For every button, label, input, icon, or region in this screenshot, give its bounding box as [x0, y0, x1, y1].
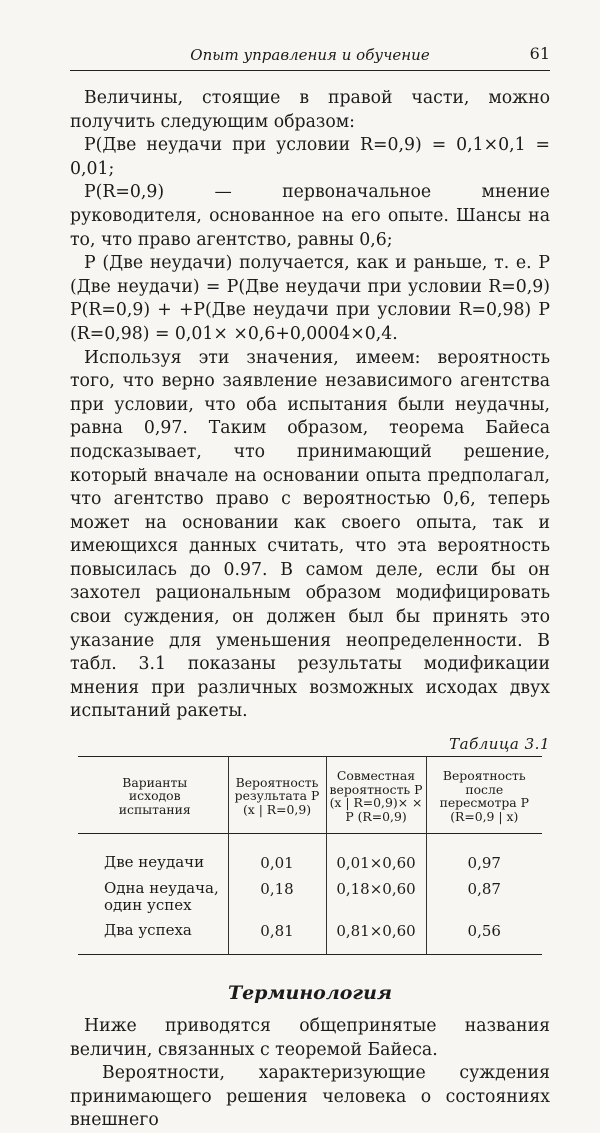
page-body: [70, 87, 550, 1133]
paragraph-bayes-result: Используя эти значения, имеем: вероятность того, что верно заявление независимого агентства при условии, что оба испытания были неудачны, равна 0,97. Таким образом, теорема Байеса подсказывает, что принимающий решение, который вначале на основании опыта предполагал, что агентство право с вероятностью 0,6, теперь может на основании как своего опыта, так и имеющихся данных считать, что эта вероятность повысилась до 0.97. В самом деле, если бы он захотел рациональным образом модифицировать свои суждения, он должен был бы принять это указание для уменьшения неопределенности. В табл. 3.1 показаны результаты модификации мнения при различных возможных исходах двух испытаний ракеты.: [70, 347, 550, 722]
running-header: [70, 42, 550, 71]
paragraph-formula-1: P(Две неудачи при условии R=0,9) = 0,1×0,1 = 0,01;: [70, 135, 550, 179]
table-header-outcome: Варианты исходов испытания: [118, 774, 191, 817]
table-cell-likelihood: 0,18: [228, 876, 326, 918]
table-cell-joint: 0,81×0,60: [326, 918, 426, 955]
table-cell-joint: 0,18×0,60: [326, 876, 426, 918]
table-cell-likelihood: 0,81: [228, 918, 326, 955]
table-header-likelihood: Вероятность результата P (x | R=0,9): [228, 757, 326, 834]
paragraph-intro: Величины, стоящие в правой части, можно получить следующим образом:: [70, 88, 550, 132]
bayes-table: [78, 756, 542, 955]
table-header-joint: Совместная вероятность P (x | R=0,9)× × P (R=0,9): [326, 757, 426, 834]
table-cell-posterior: 0,56: [426, 918, 542, 955]
running-title: Опыт управления и обучение: [190, 46, 430, 64]
table-cell-joint: 0,01×0,60: [326, 850, 426, 876]
table-cell-posterior: 0,97: [426, 850, 542, 876]
table-header-posterior: Вероятность после пересмотра P (R=0,9 | x): [426, 757, 542, 834]
section-paragraph-2: Вероятности, характеризующие суждения принимающего решения человека о состояниях внешнего: [70, 1063, 550, 1131]
table-spacer-row: [78, 834, 542, 851]
table-cell-outcome: Два успеха: [78, 918, 228, 955]
section-heading: Терминология: [227, 982, 393, 1005]
page-number: 61: [529, 44, 550, 63]
section-paragraph-1: Ниже приводятся общепринятые названия величин, связанных с теоремой Байеса.: [70, 1016, 550, 1060]
paragraph-formula-3: P (Две неудачи) получается, как и раньше, т. е. P (Две неудачи) = P(Две неудачи при условии R=0,9) P(R=0,9) + +P(Две неудачи при условии R=0,98) P (R=0,98) = 0,01× ×0,6+0,0004×0,4.: [70, 253, 550, 344]
paragraph-formula-2: P(R=0,9) — первоначальное мнение руководителя, основанное на его опыте. Шансы на то, что право агентство, равны 0,6;: [70, 182, 550, 250]
table-cell-outcome: Две неудачи: [104, 853, 205, 872]
table-cell-posterior: 0,87: [426, 876, 542, 918]
table-row: [78, 918, 542, 955]
table-cell-likelihood: 0,01: [228, 850, 326, 876]
table-header-row: [78, 757, 542, 834]
table-row: [78, 876, 542, 918]
table-caption: Таблица 3.1: [449, 735, 550, 754]
table-row: [78, 850, 542, 876]
table-cell-outcome: Одна неудача, один успех: [104, 879, 219, 915]
